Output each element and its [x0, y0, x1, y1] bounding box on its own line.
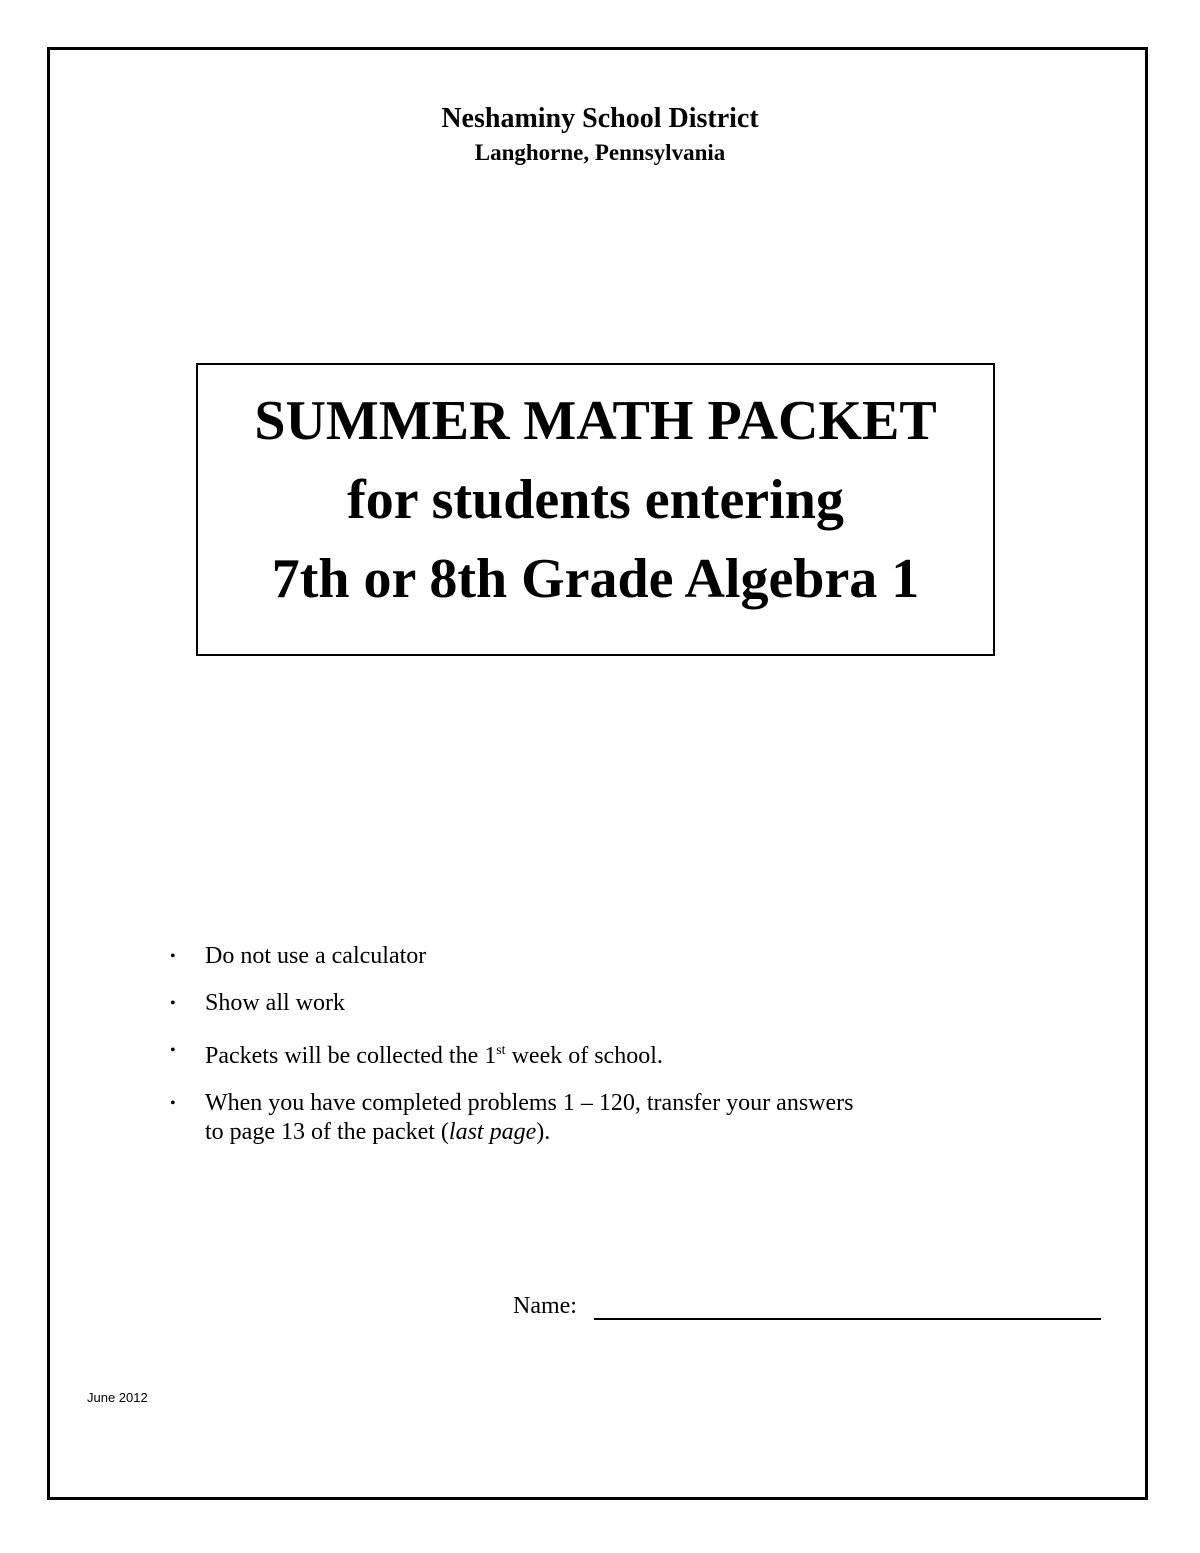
instruction-text: Do not use a calculator [205, 943, 427, 969]
bullet-icon: • [170, 948, 176, 965]
title-line-1: SUMMER MATH PACKET [254, 390, 937, 452]
instruction-text: When you have completed problems 1 – 120, transfer your answers [205, 1090, 854, 1116]
instruction-text: to page 13 of the packet ( [205, 1119, 449, 1145]
instruction-text: week of school. [505, 1043, 663, 1069]
instruction-item [170, 942, 990, 971]
instruction-text: Packets will be collected the 1 [205, 1043, 497, 1069]
instruction-text: ). [536, 1119, 551, 1145]
instruction-item [170, 1036, 990, 1071]
instruction-item [170, 1089, 990, 1147]
instructions-list [170, 942, 990, 1165]
ordinal-superscript: st [496, 1043, 506, 1058]
instruction-text: Show all work [205, 990, 345, 1016]
district-location: Langhorne, Pennsylvania [474, 140, 726, 165]
footer-date: June 2012 [87, 1390, 148, 1405]
title-line-3: 7th or 8th Grade Algebra 1 [271, 548, 920, 610]
bullet-icon: • [170, 1042, 176, 1059]
district-name: Neshaminy School District [441, 103, 759, 134]
instruction-item [170, 989, 990, 1018]
bullet-icon: • [170, 995, 176, 1012]
name-label: Name: [513, 1293, 577, 1319]
title-line-2: for students entering [347, 469, 844, 531]
page-border [47, 47, 1148, 1500]
bullet-icon: • [170, 1095, 176, 1112]
name-input-line[interactable] [594, 1318, 1101, 1320]
instruction-emphasis: last page [448, 1119, 537, 1145]
title-box [196, 363, 995, 656]
